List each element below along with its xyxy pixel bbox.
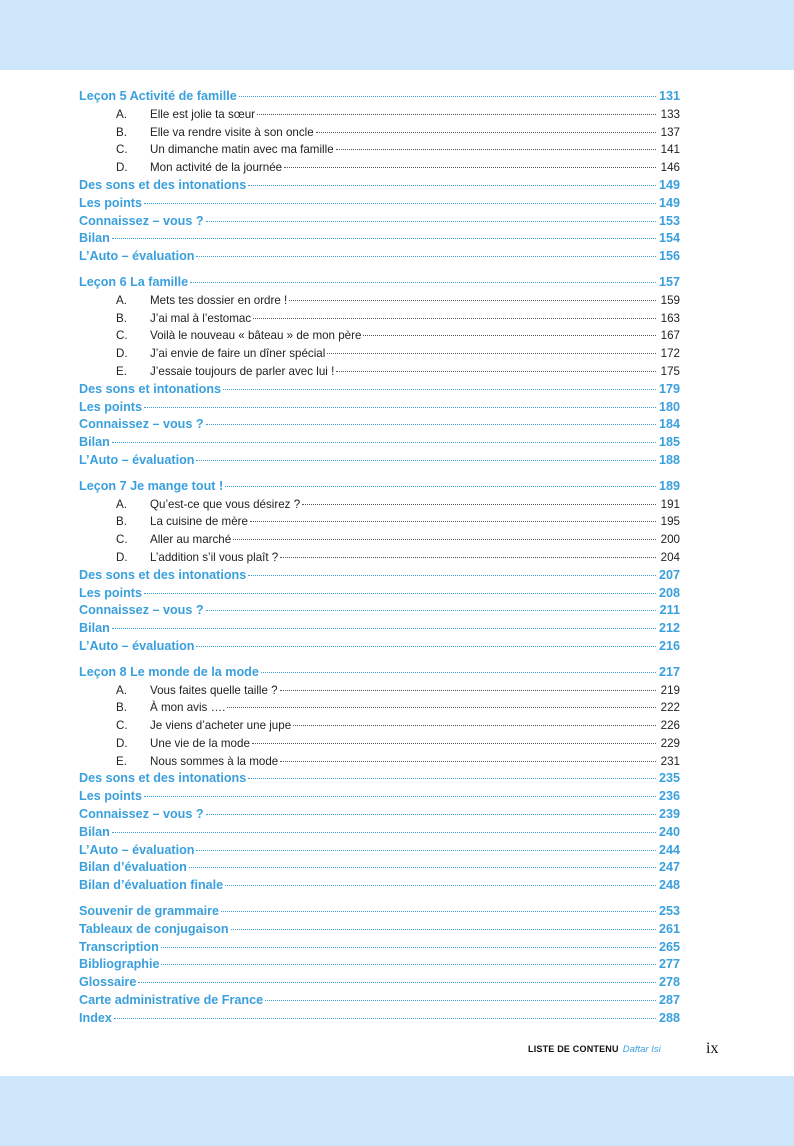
toc-entry-letter: C. — [116, 143, 128, 157]
dot-leader — [112, 628, 656, 629]
toc-entry-title: Les points — [79, 585, 142, 600]
toc-entry-title: Connaissez – vous ? — [79, 213, 204, 228]
toc-subsection-entry[interactable] — [79, 531, 680, 549]
toc-entry-letter: A. — [116, 293, 127, 307]
toc-entry-page: 244 — [658, 842, 680, 857]
toc-subsection-entry[interactable] — [79, 549, 680, 567]
footer-label: LISTE DE CONTENU — [528, 1044, 619, 1054]
toc-entry-page: 131 — [658, 89, 680, 103]
toc-entry-letter: D. — [116, 347, 128, 361]
toc-entry-title: Vous faites quelle taille ? — [150, 683, 278, 697]
toc-entry-letter: B. — [116, 125, 127, 139]
dot-leader — [144, 407, 656, 408]
toc-entry-page: 222 — [660, 701, 680, 715]
toc-entry-title: Connaissez – vous ? — [79, 807, 204, 822]
dot-leader — [280, 761, 656, 762]
toc-entry-page: 146 — [660, 161, 680, 175]
toc-section-entry[interactable] — [79, 664, 680, 682]
toc-entry-page: 226 — [660, 719, 680, 733]
dot-leader — [257, 114, 656, 115]
toc-subsection-entry[interactable] — [79, 159, 680, 177]
toc-section-entry[interactable] — [79, 381, 680, 399]
toc-section-entry[interactable] — [79, 567, 680, 585]
table-of-contents — [79, 88, 680, 1028]
toc-entry-title: Index — [79, 1010, 112, 1025]
toc-entry-page: 236 — [658, 789, 680, 804]
toc-entry-title: J’ai envie de faire un dîner spécial — [150, 347, 326, 361]
dot-leader — [327, 353, 656, 354]
page-number: ix — [706, 1040, 719, 1057]
toc-section-entry[interactable] — [79, 770, 680, 788]
dot-leader — [161, 947, 656, 948]
dot-leader — [227, 707, 656, 708]
toc-subsection-entry[interactable] — [79, 310, 680, 328]
toc-entry-page: 229 — [660, 736, 680, 750]
toc-entry-page: 231 — [660, 754, 680, 768]
toc-entry-letter: A. — [116, 497, 127, 511]
toc-entry-title: Nous sommes à la mode — [150, 754, 279, 768]
dot-leader — [144, 796, 656, 797]
toc-section-entry[interactable] — [79, 956, 680, 974]
dot-leader — [265, 1000, 656, 1001]
dot-leader — [112, 238, 656, 239]
toc-entry-page: 204 — [660, 550, 680, 564]
toc-entry-title: Mon activité de la journée — [150, 161, 283, 175]
toc-section-entry[interactable] — [79, 195, 680, 213]
toc-subsection-entry[interactable] — [79, 513, 680, 531]
toc-subsection-entry[interactable] — [79, 717, 680, 735]
toc-subsection-entry[interactable] — [79, 292, 680, 310]
toc-entry-title: Bilan — [79, 824, 110, 839]
dot-leader — [206, 814, 656, 815]
toc-section-entry[interactable] — [79, 903, 680, 921]
toc-entry-page: 157 — [658, 274, 680, 289]
toc-section-entry[interactable] — [79, 248, 680, 266]
toc-entry-page: 167 — [660, 329, 680, 343]
toc-entry-page: 175 — [660, 364, 680, 378]
dot-leader — [231, 929, 656, 930]
toc-entry-page: 137 — [660, 125, 680, 139]
toc-entry-letter: B. — [116, 515, 127, 529]
toc-entry-page: 235 — [658, 771, 680, 786]
toc-entry-page: 239 — [658, 807, 680, 822]
toc-entry-letter: C. — [116, 533, 128, 547]
dot-leader — [112, 832, 656, 833]
toc-entry-page: 216 — [658, 638, 680, 653]
toc-entry-page: 277 — [658, 957, 680, 972]
toc-entry-title: Les points — [79, 789, 142, 804]
toc-section-entry[interactable] — [79, 274, 680, 292]
toc-entry-page: 133 — [660, 107, 680, 121]
toc-entry-page: 184 — [658, 417, 680, 432]
dot-leader — [284, 167, 656, 168]
footer-band — [0, 1076, 794, 1146]
toc-entry-title: Des sons et intonations — [79, 381, 222, 396]
toc-entry-page: 153 — [658, 213, 680, 228]
toc-section-entry[interactable] — [79, 452, 680, 470]
dot-leader — [248, 575, 656, 576]
toc-entry-title: Les points — [79, 195, 142, 210]
toc-entry-page: 211 — [659, 603, 680, 618]
dot-leader — [225, 486, 656, 487]
toc-entry-letter: A. — [116, 683, 127, 697]
toc-entry-title: Une vie de la mode — [150, 736, 250, 750]
toc-entry-page: 188 — [658, 452, 680, 467]
toc-entry-page: 217 — [658, 664, 680, 679]
toc-section-entry[interactable] — [79, 399, 680, 417]
toc-section-entry[interactable] — [79, 921, 680, 939]
toc-entry-page: 179 — [658, 381, 680, 396]
toc-entry-title: Leçon 6 La famille — [79, 274, 189, 289]
toc-entry-letter: D. — [116, 161, 128, 175]
toc-section-entry[interactable] — [79, 434, 680, 452]
toc-entry-page: 189 — [658, 478, 680, 493]
toc-section-entry[interactable] — [79, 992, 680, 1010]
toc-entry-title: Aller au marché — [150, 533, 232, 547]
dot-leader — [261, 672, 656, 673]
toc-entry-page: 180 — [658, 399, 680, 414]
dot-leader — [252, 743, 656, 744]
toc-section-entry[interactable] — [79, 806, 680, 824]
toc-entry-letter: B. — [116, 311, 127, 325]
toc-section-entry[interactable] — [79, 585, 680, 603]
toc-entry-page: 247 — [658, 860, 680, 875]
dot-leader — [196, 460, 656, 461]
header-band — [0, 0, 794, 70]
dot-leader — [144, 203, 656, 204]
toc-entry-title: L’Auto – évaluation — [79, 452, 195, 467]
toc-section-entry[interactable] — [79, 974, 680, 992]
toc-section-entry[interactable] — [79, 638, 680, 656]
toc-entry-title: Leçon 7 Je mange tout ! — [79, 478, 224, 493]
dot-leader — [206, 610, 656, 611]
toc-entry-title: Bilan d’évaluation — [79, 860, 187, 875]
toc-entry-title: Je viens d’acheter une jupe — [150, 719, 292, 733]
toc-entry-page: 208 — [658, 585, 680, 600]
toc-entry-page: 149 — [658, 177, 680, 192]
toc-entry-title: Des sons et des intonations — [79, 771, 247, 786]
toc-section-entry[interactable] — [79, 788, 680, 806]
toc-section-entry[interactable] — [79, 824, 680, 842]
dot-leader — [289, 300, 656, 301]
toc-entry-title: L’Auto – évaluation — [79, 638, 195, 653]
toc-entry-title: L’addition s’il vous plaît ? — [150, 550, 279, 564]
dot-leader — [114, 1018, 656, 1019]
toc-entry-letter: C. — [116, 719, 128, 733]
toc-entry-page: 261 — [658, 921, 680, 936]
toc-entry-title: Voilà le nouveau « bâteau » de mon père — [150, 329, 362, 343]
dot-leader — [302, 504, 656, 505]
toc-entry-page: 195 — [660, 515, 680, 529]
dot-leader — [196, 850, 656, 851]
toc-entry-title: Connaissez – vous ? — [79, 417, 204, 432]
toc-entry-title: Glossaire — [79, 975, 137, 990]
dot-leader — [225, 885, 656, 886]
toc-entry-letter: B. — [116, 701, 127, 715]
toc-entry-title: Bilan — [79, 435, 110, 450]
toc-subsection-entry[interactable] — [79, 106, 680, 124]
toc-entry-letter: D. — [116, 550, 128, 564]
toc-subsection-entry[interactable] — [79, 699, 680, 717]
toc-entry-page: 219 — [660, 683, 680, 697]
toc-entry-title: Transcription — [79, 939, 159, 954]
toc-entry-page: 154 — [658, 231, 680, 246]
dot-leader — [253, 318, 656, 319]
toc-entry-page: 287 — [658, 993, 680, 1008]
toc-entry-title: Bilan — [79, 231, 110, 246]
toc-section-entry[interactable] — [79, 416, 680, 434]
toc-entry-title: Elle va rendre visite à son oncle — [150, 125, 314, 139]
toc-entry-title: Un dimanche matin avec ma famille — [150, 143, 334, 157]
toc-section-entry[interactable] — [79, 1010, 680, 1028]
toc-entry-page: 253 — [658, 904, 680, 919]
toc-entry-page: 212 — [658, 621, 680, 636]
toc-entry-page: 141 — [660, 143, 680, 157]
dot-leader — [112, 442, 656, 443]
dot-leader — [144, 593, 656, 594]
toc-section-entry[interactable] — [79, 877, 680, 895]
dot-leader — [223, 389, 656, 390]
toc-section-entry[interactable] — [79, 213, 680, 231]
dot-leader — [336, 371, 656, 372]
toc-entry-page: 288 — [658, 1010, 680, 1025]
dot-leader — [138, 982, 656, 983]
toc-entry-title: Les points — [79, 399, 142, 414]
dot-leader — [161, 964, 656, 965]
toc-entry-page: 278 — [658, 975, 680, 990]
toc-entry-title: Bibliographie — [79, 957, 160, 972]
toc-entry-title: À mon avis …. — [150, 701, 226, 715]
toc-entry-page: 207 — [658, 567, 680, 582]
toc-entry-title: L’Auto – évaluation — [79, 249, 195, 264]
toc-entry-title: J’essaie toujours de parler avec lui ! — [150, 364, 335, 378]
dot-leader — [190, 282, 656, 283]
dot-leader — [336, 149, 656, 150]
toc-subsection-entry[interactable] — [79, 753, 680, 771]
page-footer — [528, 1040, 728, 1064]
toc-entry-letter: A. — [116, 107, 127, 121]
toc-subsection-entry[interactable] — [79, 735, 680, 753]
toc-entry-letter: E. — [116, 364, 127, 378]
toc-entry-page: 191 — [660, 497, 680, 511]
dot-leader — [280, 690, 656, 691]
toc-entry-title: Des sons et des intonations — [79, 567, 247, 582]
dot-leader — [221, 911, 656, 912]
toc-entry-title: Mets tes dossier en ordre ! — [150, 293, 288, 307]
dot-leader — [189, 867, 656, 868]
toc-entry-page: 149 — [658, 195, 680, 210]
toc-section-entry[interactable] — [79, 88, 680, 106]
toc-section-entry[interactable] — [79, 620, 680, 638]
toc-section-entry[interactable] — [79, 230, 680, 248]
toc-section-entry[interactable] — [79, 939, 680, 957]
toc-section-entry[interactable] — [79, 859, 680, 877]
dot-leader — [206, 424, 656, 425]
toc-entry-page: 185 — [658, 435, 680, 450]
toc-subsection-entry[interactable] — [79, 124, 680, 142]
toc-entry-page: 265 — [658, 939, 680, 954]
toc-entry-title: Souvenir de grammaire — [79, 904, 219, 919]
dot-leader — [248, 778, 656, 779]
dot-leader — [206, 221, 656, 222]
toc-entry-letter: E. — [116, 754, 127, 768]
dot-leader — [293, 725, 656, 726]
toc-entry-page: 240 — [658, 824, 680, 839]
toc-entry-title: Carte administrative de France — [79, 993, 264, 1008]
toc-subsection-entry[interactable] — [79, 141, 680, 159]
dot-leader — [363, 335, 656, 336]
toc-entry-title: Leçon 5 Activité de famille — [79, 89, 237, 103]
dot-leader — [280, 557, 656, 558]
dot-leader — [316, 132, 656, 133]
toc-entry-title: J’ai mal à l’estomac — [150, 311, 252, 325]
toc-subsection-entry[interactable] — [79, 327, 680, 345]
toc-entry-page: 200 — [660, 533, 680, 547]
toc-entry-title: Connaissez – vous ? — [79, 603, 204, 618]
dot-leader — [248, 185, 656, 186]
toc-subsection-entry[interactable] — [79, 345, 680, 363]
toc-entry-title: Qu’est-ce que vous désirez ? — [150, 497, 301, 511]
dot-leader — [250, 521, 656, 522]
toc-entry-letter: C. — [116, 329, 128, 343]
toc-section-entry[interactable] — [79, 842, 680, 860]
toc-section-entry[interactable] — [79, 478, 680, 496]
toc-section-entry[interactable] — [79, 602, 680, 620]
toc-entry-title: L’Auto – évaluation — [79, 842, 195, 857]
footer-sublabel: Daftar Isi — [622, 1044, 661, 1055]
toc-entry-letter: D. — [116, 736, 128, 750]
toc-subsection-entry[interactable] — [79, 496, 680, 514]
toc-entry-page: 163 — [660, 311, 680, 325]
toc-section-entry[interactable] — [79, 177, 680, 195]
toc-entry-page: 156 — [658, 249, 680, 264]
toc-entry-title: Bilan — [79, 621, 110, 636]
dot-leader — [196, 646, 656, 647]
toc-entry-page: 159 — [660, 293, 680, 307]
toc-entry-title: Elle est jolie ta sœur — [150, 107, 256, 121]
toc-subsection-entry[interactable] — [79, 682, 680, 700]
toc-entry-page: 172 — [660, 347, 680, 361]
toc-entry-page: 248 — [658, 878, 680, 893]
toc-entry-title: Leçon 8 Le monde de la mode — [79, 664, 259, 679]
dot-leader — [239, 96, 656, 97]
dot-leader — [233, 539, 656, 540]
toc-subsection-entry[interactable] — [79, 363, 680, 381]
toc-entry-title: Bilan d’évaluation finale — [79, 878, 224, 893]
toc-entry-title: La cuisine de mère — [150, 515, 248, 529]
toc-entry-title: Des sons et des intonations — [79, 177, 247, 192]
dot-leader — [196, 256, 656, 257]
toc-entry-title: Tableaux de conjugaison — [79, 921, 229, 936]
